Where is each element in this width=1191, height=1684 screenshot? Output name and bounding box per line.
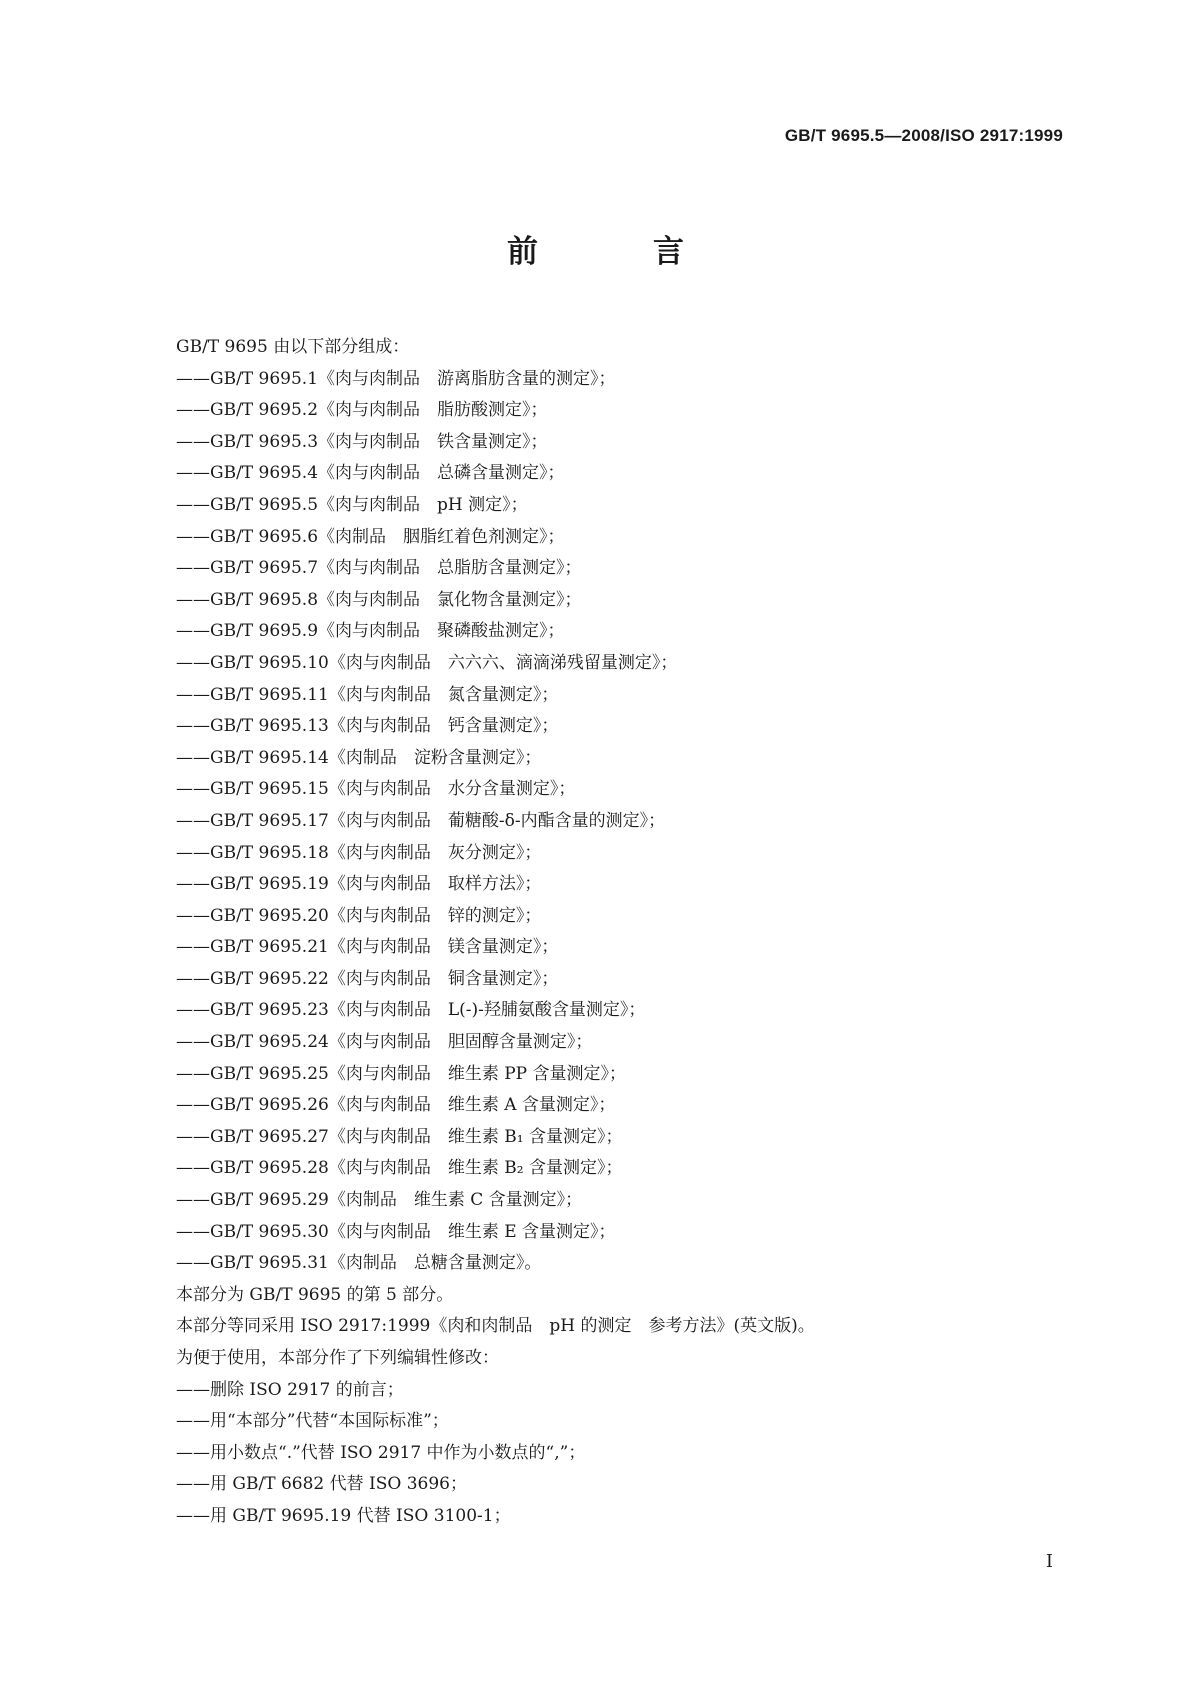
changes-list	[176, 1375, 1076, 1533]
intro-line: GB/T 9695 由以下部分组成：	[176, 337, 410, 357]
paragraph: 本部分为 GB/T 9695 的第 5 部分。	[176, 1284, 454, 1305]
list-item: ——GB/T 9695.10《肉与肉制品 六六六、滴滴涕残留量测定》；	[176, 652, 678, 673]
list-item: ——GB/T 9695.3《肉与肉制品 铁含量测定》；	[176, 431, 548, 452]
list-item: ——GB/T 9695.6《肉制品 胭脂红着色剂测定》；	[176, 526, 565, 547]
list-item: ——GB/T 9695.31《肉制品 总糖含量测定》。	[176, 1253, 542, 1274]
list-item: ——用小数点“.”代替 ISO 2917 中作为小数点的“,”；	[176, 1442, 586, 1463]
paragraph: 为便于使用，本部分作了下列编辑性修改：	[176, 1348, 499, 1368]
list-item: ——用 GB/T 6682 代替 ISO 3696；	[176, 1474, 467, 1495]
list-item: ——GB/T 9695.20《肉与肉制品 锌的测定》；	[176, 905, 542, 926]
list-item: ——用 GB/T 9695.19 代替 ISO 3100-1；	[176, 1505, 511, 1526]
list-item: ——GB/T 9695.4《肉与肉制品 总磷含量测定》；	[176, 463, 565, 484]
list-item: ——GB/T 9695.11《肉与肉制品 氮含量测定》；	[176, 684, 559, 705]
list-item: ——删除 ISO 2917 的前言；	[176, 1379, 404, 1400]
parts-list	[176, 364, 1076, 1280]
list-item: ——GB/T 9695.27《肉与肉制品 维生素 B₁ 含量测定》；	[176, 1126, 623, 1147]
page-number: I	[1045, 1551, 1053, 1572]
list-item: ——GB/T 9695.7《肉与肉制品 总脂肪含量测定》；	[176, 558, 582, 579]
list-item: ——GB/T 9695.5《肉与肉制品 pH 测定》；	[176, 494, 528, 515]
list-item: ——GB/T 9695.22《肉与肉制品 铜含量测定》；	[176, 968, 559, 989]
list-item: ——GB/T 9695.15《肉与肉制品 水分含量测定》；	[176, 779, 576, 800]
list-item: ——GB/T 9695.28《肉与肉制品 维生素 B₂ 含量测定》；	[176, 1158, 623, 1179]
list-item: ——GB/T 9695.23《肉与肉制品 L(-)-羟脯氨酸含量测定》；	[176, 1000, 646, 1021]
list-item: ——GB/T 9695.9《肉与肉制品 聚磷酸盐测定》；	[176, 621, 565, 642]
standard-code: GB/T 9695.5—2008/ISO 2917:1999	[784, 126, 1063, 145]
list-item: ——用“本部分”代替“本国际标准”；	[176, 1411, 449, 1432]
list-item: ——GB/T 9695.18《肉与肉制品 灰分测定》；	[176, 842, 542, 863]
list-item: ——GB/T 9695.24《肉与肉制品 胆固醇含量测定》；	[176, 1032, 593, 1053]
list-item: ——GB/T 9695.21《肉与肉制品 镁含量测定》；	[176, 937, 559, 958]
list-item: ——GB/T 9695.8《肉与肉制品 氯化物含量测定》；	[176, 589, 582, 610]
list-item: ——GB/T 9695.29《肉制品 维生素 C 含量测定》；	[176, 1190, 583, 1211]
list-item: ——GB/T 9695.13《肉与肉制品 钙含量测定》；	[176, 716, 559, 737]
page-title: 前 言	[507, 234, 726, 270]
list-item: ——GB/T 9695.30《肉与肉制品 维生素 E 含量测定》；	[176, 1221, 616, 1242]
list-item: ——GB/T 9695.14《肉制品 淀粉含量测定》；	[176, 747, 542, 768]
list-item: ——GB/T 9695.17《肉与肉制品 葡糖酸-δ-内酯含量的测定》；	[176, 810, 666, 831]
list-item: ——GB/T 9695.1《肉与肉制品 游离脂肪含量的测定》；	[176, 368, 616, 389]
list-item: ——GB/T 9695.26《肉与肉制品 维生素 A 含量测定》；	[176, 1095, 616, 1116]
foreword-body	[176, 332, 1076, 1533]
list-item: ——GB/T 9695.2《肉与肉制品 脂肪酸测定》；	[176, 400, 548, 421]
list-item: ——GB/T 9695.25《肉与肉制品 维生素 PP 含量测定》；	[176, 1063, 627, 1084]
paragraph: 本部分等同采用 ISO 2917:1999《肉和肉制品 pH 的测定 参考方法》(英文版)。	[176, 1316, 815, 1337]
list-item: ——GB/T 9695.19《肉与肉制品 取样方法》；	[176, 874, 542, 895]
